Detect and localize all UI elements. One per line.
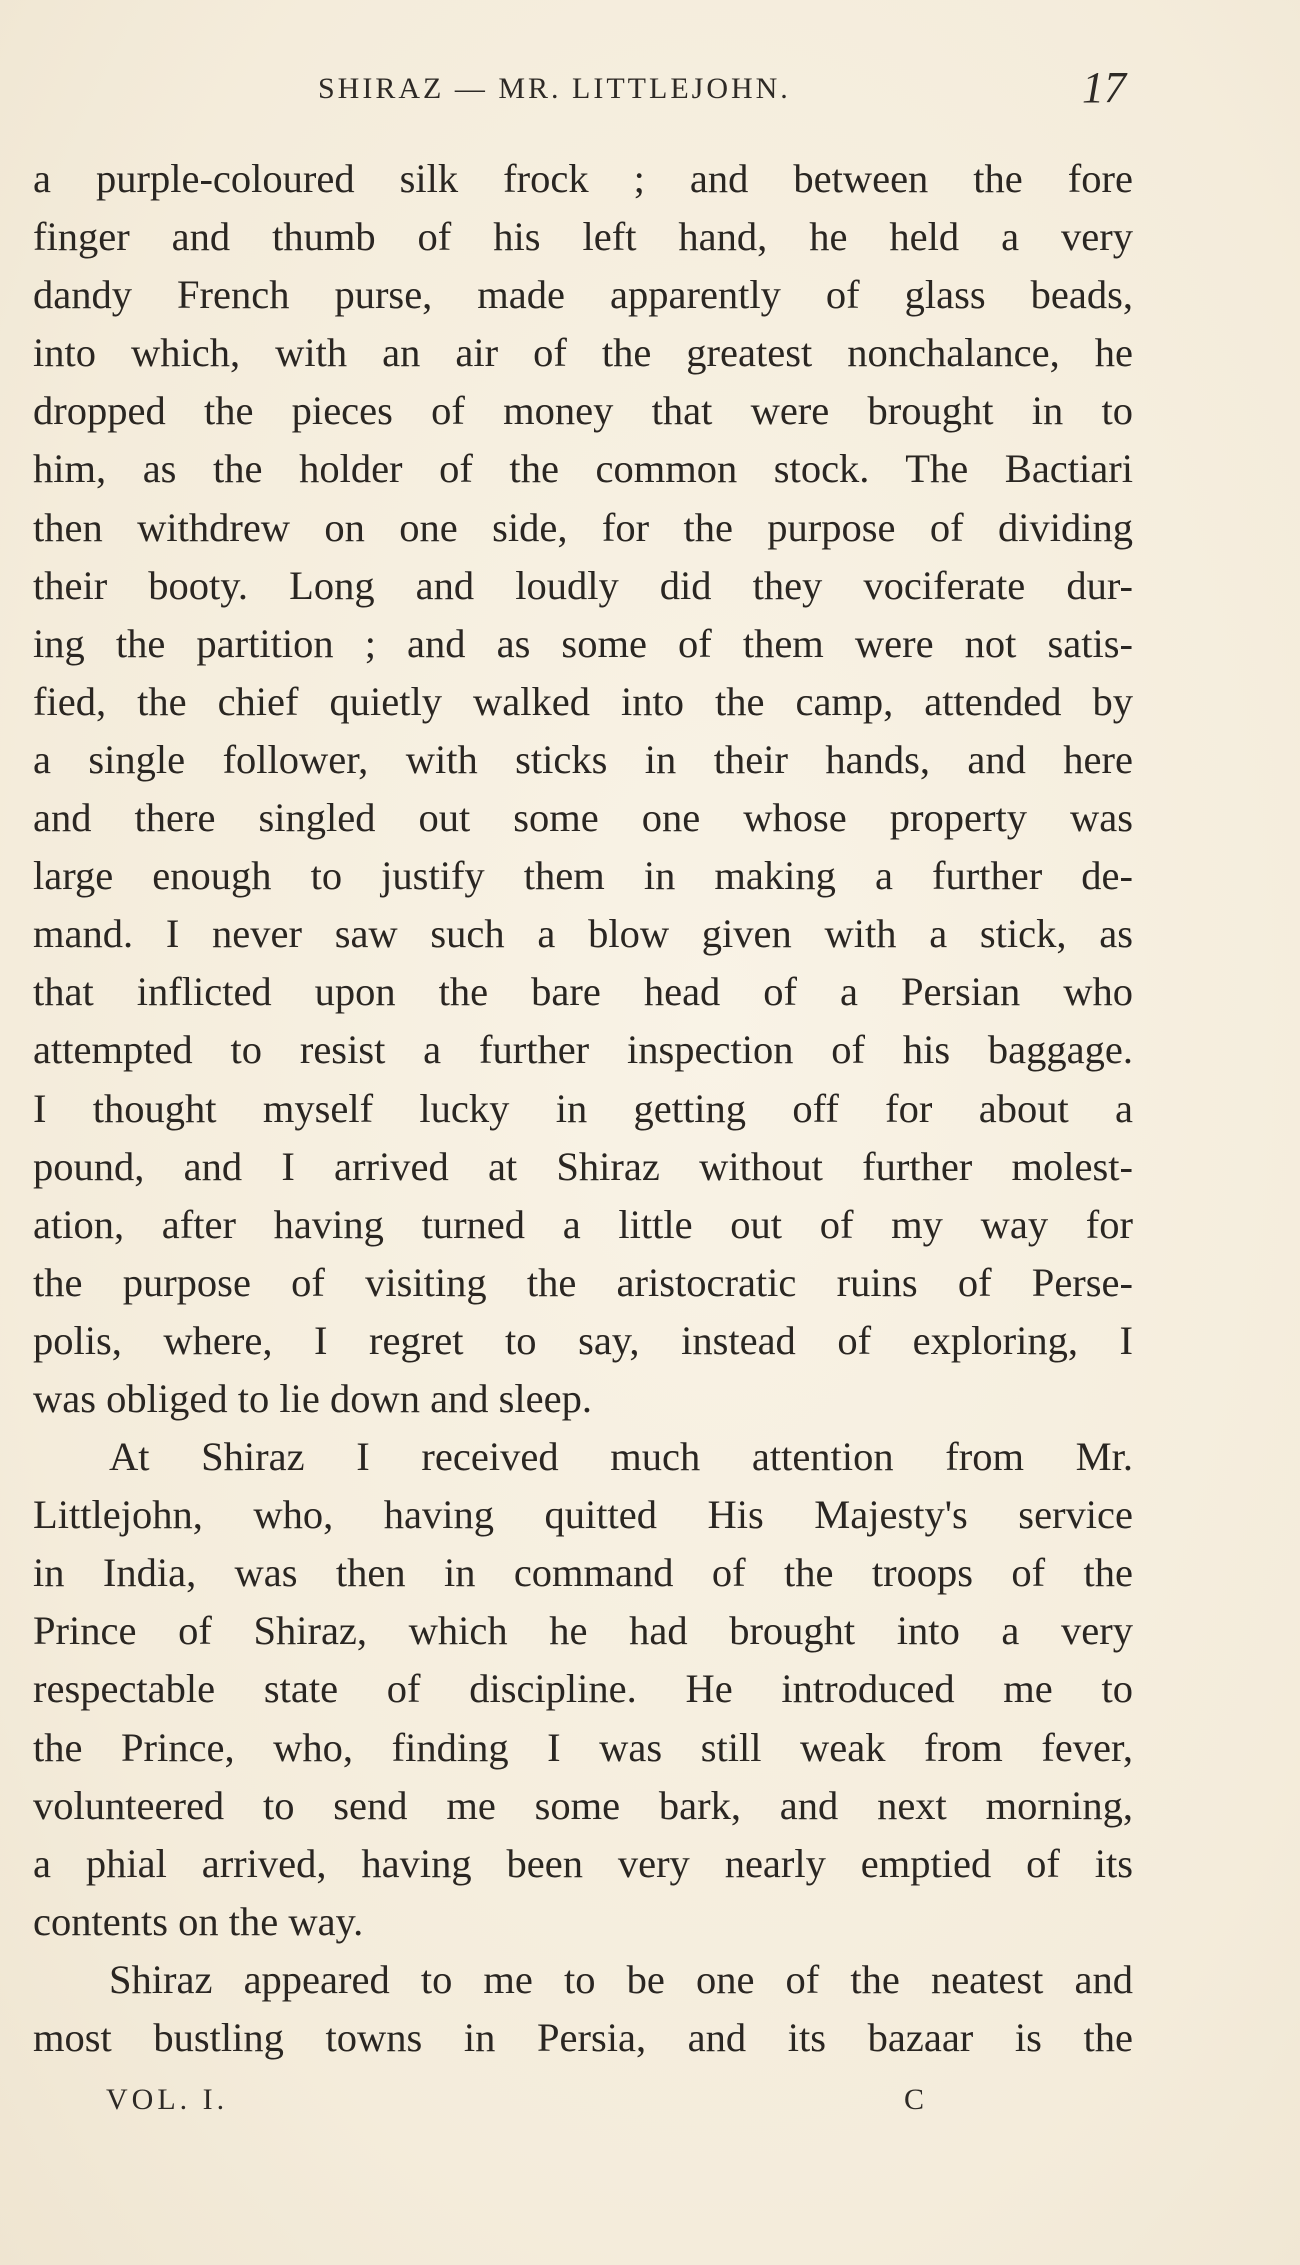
- text-line: that inflicted upon the bare head of a Persian who: [33, 969, 1133, 1015]
- text-line: large enough to justify them in making a further de-: [33, 853, 1133, 899]
- paragraph-first-line: At Shiraz I received much attention from Mr.: [109, 1434, 1133, 1480]
- text-line: I thought myself lucky in getting off for about a: [33, 1085, 1133, 1131]
- text-line: finger and thumb of his left hand, he held a very: [33, 214, 1133, 260]
- text-line: their booty. Long and loudly did they vociferate dur-: [33, 562, 1133, 608]
- text-line: mand. I never saw such a blow given with a stick, as: [33, 911, 1133, 957]
- paragraph-end-line: contents on the way.: [33, 1898, 364, 1944]
- text-line: dropped the pieces of money that were brought in to: [33, 388, 1133, 434]
- text-line: polis, where, I regret to say, instead of exploring, I: [33, 1317, 1133, 1363]
- text-line: volunteered to send me some bark, and next morning,: [33, 1782, 1133, 1828]
- text-line: a phial arrived, having been very nearly emptied of its: [33, 1840, 1133, 1886]
- text-line: then withdrew on one side, for the purpose of dividing: [33, 504, 1133, 550]
- running-title: SHIRAZ — MR. LITTLEJOHN.: [318, 72, 791, 105]
- text-line: the purpose of visiting the aristocratic ruins of Perse-: [33, 1259, 1133, 1305]
- volume-label: VOL. I.: [106, 2083, 229, 2116]
- text-line: a single follower, with sticks in their hands, and here: [33, 736, 1133, 782]
- text-line: into which, with an air of the greatest nonchalance, he: [33, 330, 1133, 376]
- running-head: [0, 62, 1300, 122]
- text-line: Littlejohn, who, having quitted His Majesty's service: [33, 1492, 1133, 1538]
- text-line: ing the partition ; and as some of them were not satis-: [33, 620, 1133, 666]
- text-line: ation, after having turned a little out of my way for: [33, 1201, 1133, 1247]
- paragraph-first-line: Shiraz appeared to me to be one of the neatest and: [109, 1956, 1133, 2002]
- text-line: a purple-coloured silk frock ; and between the fore: [33, 156, 1133, 201]
- page-number: 17: [1082, 63, 1126, 112]
- text-line: attempted to resist a further inspection of his baggage.: [33, 1027, 1133, 1073]
- text-line: fied, the chief quietly walked into the camp, attended by: [33, 678, 1133, 724]
- text-line: pound, and I arrived at Shiraz without further molest-: [33, 1143, 1133, 1189]
- page-footer: [0, 2083, 1300, 2133]
- text-line: most bustling towns in Persia, and its bazaar is the: [33, 2015, 1133, 2060]
- text-line: in India, was then in command of the troops of the: [33, 1550, 1133, 1596]
- signature-mark: C: [904, 2083, 927, 2116]
- text-line: respectable state of discipline. He introduced me to: [33, 1666, 1133, 1712]
- text-line: and there singled out some one whose property was: [33, 795, 1133, 841]
- text-line: the Prince, who, finding I was still weak from fever,: [33, 1724, 1133, 1770]
- text-line: him, as the holder of the common stock. The Bactiari: [33, 446, 1133, 492]
- text-line: Prince of Shiraz, which he had brought into a very: [33, 1608, 1133, 1654]
- body-text: [33, 150, 1133, 2067]
- text-line: dandy French purse, made apparently of glass beads,: [33, 272, 1133, 318]
- paragraph-end-line: was obliged to lie down and sleep.: [33, 1375, 593, 1421]
